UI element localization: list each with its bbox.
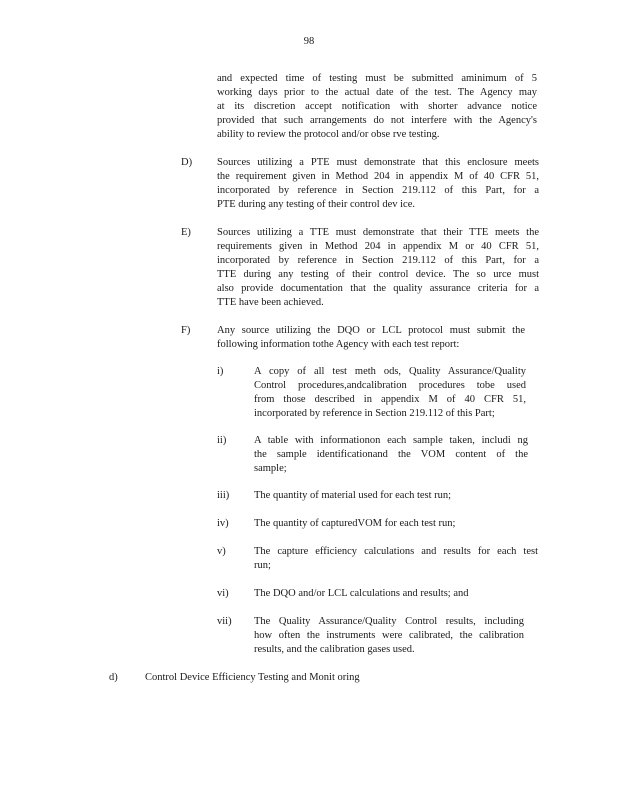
text-line: the sample identificationand the VOM content of the (254, 449, 528, 460)
text-line: requirements given in Method 204 in appendix M or 40 CFR 51, (217, 241, 539, 252)
subitem-label-iii: iii) (217, 490, 230, 501)
section-heading: Control Device Efficiency Testing and Monit oring (145, 672, 360, 683)
text-line: from those described in appendix M of 40 CFR 51, (254, 394, 526, 405)
text-line: following information tothe Agency with each test report: (217, 339, 460, 350)
subitem-label-vi: vi) (217, 588, 229, 599)
item-label-e: E) (181, 227, 191, 238)
text-line: A table with informationon each sample taken, includi ng (254, 435, 528, 446)
text-line: the requirement given in Method 204 in appendix M of 40 CFR 51, (217, 171, 539, 182)
text-line: A copy of all test meth ods, Quality Assurance/Quality (254, 366, 526, 377)
text-line: and expected time of testing must be submitted aminimum of 5 (217, 73, 537, 84)
text-line: results, and the calibration gases used. (254, 644, 415, 655)
text-line: at its discretion accept notification with shorter advance notice (217, 101, 537, 112)
subitem-v-paragraph (254, 545, 538, 573)
text-line: The quantity of material used for each test run; (254, 490, 452, 501)
text-line: TTE have been achieved. (217, 297, 324, 308)
intro-paragraph (217, 72, 537, 142)
text-line: The quantity of capturedVOM for each test run; (254, 518, 456, 529)
item-f-paragraph (217, 324, 525, 352)
text-line: run; (254, 560, 271, 571)
subitem-iii-paragraph (254, 489, 538, 503)
subitem-iv-paragraph (254, 517, 538, 531)
text-line: Sources utilizing a PTE must demonstrate that this enclosure meets (217, 157, 539, 168)
item-d-paragraph (217, 156, 539, 212)
text-line: TTE during any testing of their control device. The so urce must (217, 269, 539, 280)
item-label-f: F) (181, 325, 191, 336)
text-line: how often the instruments were calibrated, the calibration (254, 630, 524, 641)
page-number: 98 (303, 36, 315, 47)
text-line: ability to review the protocol and/or obse rve testing. (217, 129, 440, 140)
text-line: The Quality Assurance/Quality Control results, including (254, 616, 524, 627)
subitem-ii-paragraph (254, 434, 528, 476)
text-line: also provide documentation that the quality assurance criteria for a (217, 283, 539, 294)
text-line: The DQO and/or LCL calculations and results; and (254, 588, 469, 599)
subitem-vi-paragraph (254, 587, 538, 601)
subitem-i-paragraph (254, 365, 526, 421)
subitem-label-ii: ii) (217, 435, 227, 446)
text-line: sample; (254, 463, 287, 474)
item-label-d: D) (181, 157, 193, 168)
text-line: incorporated by reference in Section 219.112 of this Part, for a (217, 255, 539, 266)
subitem-label-vii: vii) (217, 616, 232, 627)
text-line: Sources utilizing a TTE must demonstrate that their TTE meets the (217, 227, 539, 238)
text-line: provided that such arrangements do not interfere with the Agency's (217, 115, 537, 126)
text-line: PTE during any testing of their control dev ice. (217, 199, 415, 210)
subitem-label-iv: iv) (217, 518, 229, 529)
text-line: incorporated by reference in Section 219.112 of this Part; (254, 408, 495, 419)
text-line: Any source utilizing the DQO or LCL protocol must submit the (217, 325, 525, 336)
section-label-d: d) (109, 672, 118, 683)
text-line: incorporated by reference in Section 219.112 of this Part, for a (217, 185, 539, 196)
text-line: working days prior to the actual date of the test. The Agency may (217, 87, 537, 98)
text-line: The capture efficiency calculations and results for each test (254, 546, 538, 557)
text-line: Control procedures,andcalibration procedures tobe used (254, 380, 526, 391)
subitem-label-i: i) (217, 366, 224, 377)
subitem-label-v: v) (217, 546, 226, 557)
item-e-paragraph (217, 226, 539, 310)
subitem-vii-paragraph (254, 615, 524, 657)
